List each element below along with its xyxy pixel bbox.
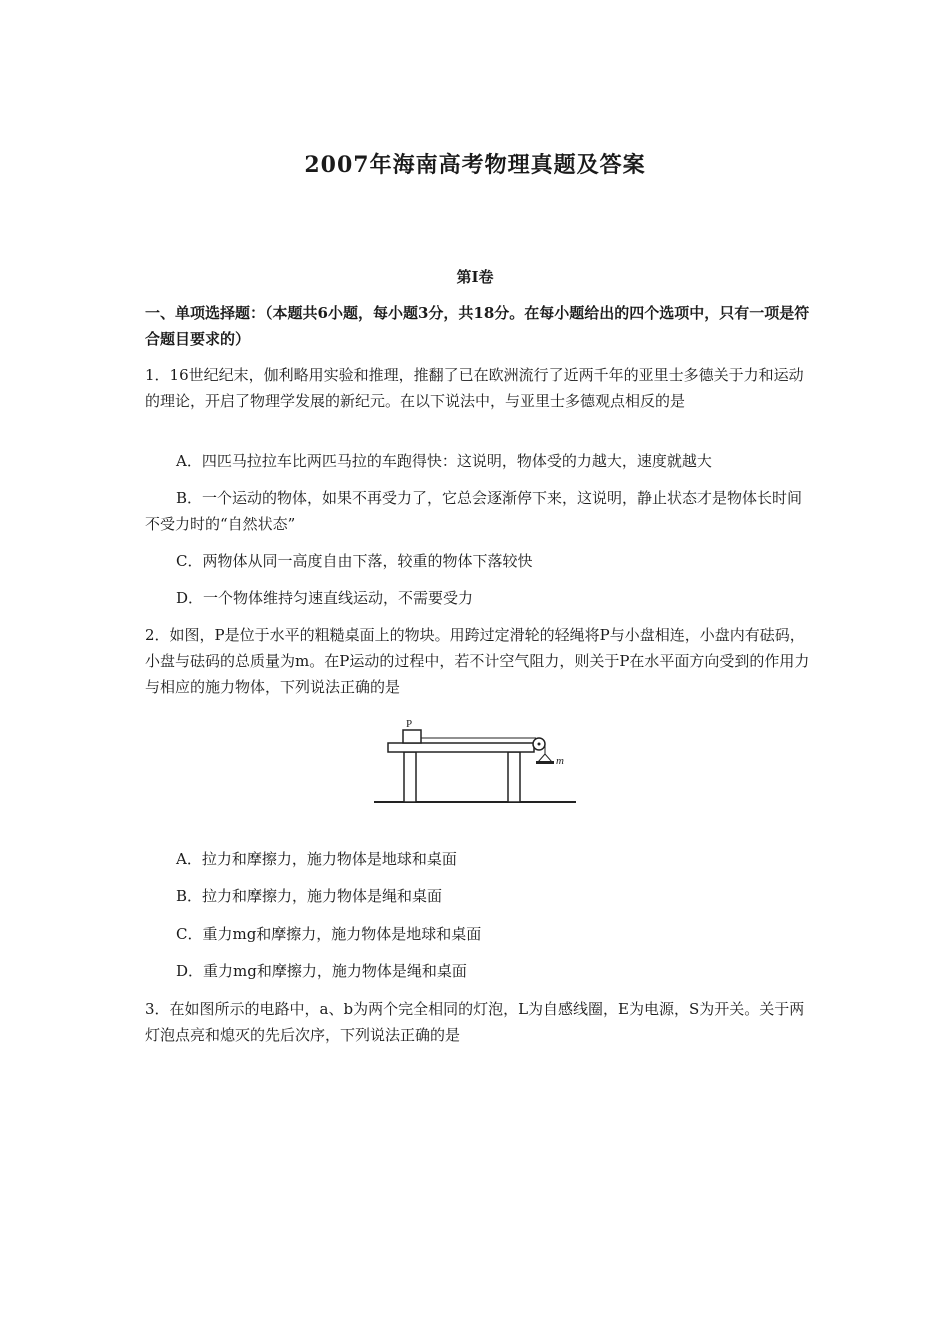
pulley-axle <box>538 743 541 746</box>
question-3-stem: 3．在如图所示的电路中，a、b为两个完全相同的灯泡，L为自感线圈，E为电源，S为开关。关于两灯泡点亮和熄灭的先后次序，下列说法正确的是 <box>145 1000 805 1044</box>
table-leg-right <box>508 752 520 802</box>
section-instructions: 一、单项选择题：（本题共6小题，每小题3分，共18分。在每小题给出的四个选项中，只有一项是符合题目要求的） <box>145 304 810 348</box>
block-p <box>403 730 421 743</box>
question-2-option-b: B．拉力和摩擦力，施力物体是绳和桌面 <box>176 887 443 905</box>
question-1-stem: 1．16世纪纪末，伽利略用实验和推理，推翻了已在欧洲流行了近两千年的亚里士多德关于力和运动的理论，开启了物理学发展的新纪元。在以下说法中，与亚里士多德观点相反的是 <box>145 366 804 410</box>
pan-strings <box>538 754 552 762</box>
question-2-option-a: A．拉力和摩擦力，施力物体是地球和桌面 <box>176 850 457 868</box>
question-2-stem: 2．如图，P是位于水平的粗糙桌面上的物块。用跨过定滑轮的轻绳将P与小盘相连，小盘内有砝码，小盘与砝码的总质量为m。在P运动的过程中，若不计空气阻力，则关于P在水平面方向受到的作用力与相应的施力物体，下列说法正确的是 <box>145 626 810 696</box>
table-leg-left <box>404 752 416 802</box>
document-title: 2007年海南高考物理真题及答案 <box>304 152 646 178</box>
pan <box>536 761 554 764</box>
pulley-table-figure <box>370 716 580 808</box>
table-top <box>388 743 534 752</box>
question-2-option-c: C．重力mg和摩擦力，施力物体是地球和桌面 <box>176 925 482 943</box>
question-1-option-d: D．一个物体维持匀速直线运动，不需要受力 <box>176 589 474 607</box>
question-1-option-a: A．四匹马拉拉车比两匹马拉的车跑得快：这说明，物体受的力越大，速度就越大 <box>176 452 712 470</box>
question-2-option-d: D．重力mg和摩擦力，施力物体是绳和桌面 <box>176 962 467 980</box>
section-title: 第Ⅰ卷 <box>456 268 494 286</box>
question-1-option-b: B．一个运动的物体，如果不再受力了，它总会逐渐停下来，这说明，静止状态才是物体长时间不受力时的“自然状态” <box>145 489 803 533</box>
block-p-label: P <box>406 718 413 730</box>
mass-label: m <box>556 755 564 767</box>
question-1-option-c: C．两物体从同一高度自由下落，较重的物体下落较快 <box>176 552 533 570</box>
